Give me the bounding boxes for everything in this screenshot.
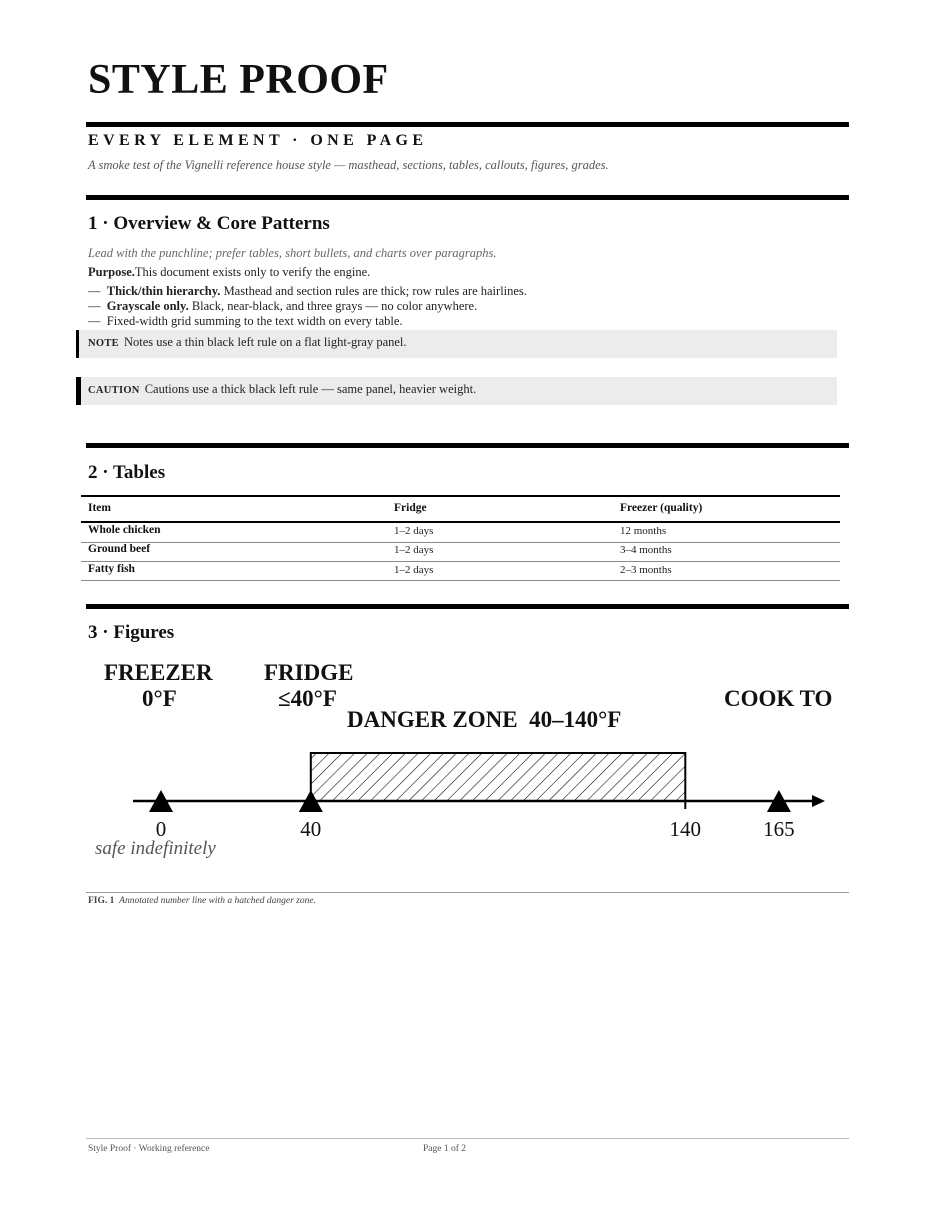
section-1-heading: 1 · Overview & Core Patterns — [88, 213, 330, 234]
page-number: Page 1 of 2 — [423, 1144, 467, 1154]
tick-label: 165 — [763, 817, 795, 841]
list-item: — Fixed-width grid summing to the text width on every table. — [88, 314, 403, 328]
list-item: — Grayscale only. Black, near-black, and three grays — no color anywhere. — [88, 299, 478, 313]
table-cell: Fatty fish — [88, 563, 135, 575]
danger-zone-band — [311, 753, 686, 801]
document-title: STYLE PROOF — [88, 57, 389, 103]
table-cell: 12 months — [620, 525, 667, 537]
axis-arrowhead — [812, 795, 825, 807]
fridge-temp-label: ≤40°F — [278, 686, 337, 711]
caution-label: CAUTION — [88, 385, 140, 396]
freezer-label: FREEZER — [104, 660, 213, 685]
table-cell: Whole chicken — [88, 524, 161, 536]
table-cell: 1–2 days — [394, 525, 434, 537]
section-3-heading: 3 · Figures — [88, 622, 175, 643]
purpose-label: Purpose. — [88, 265, 135, 279]
tick-label: 0 — [155, 817, 167, 841]
figure-caption — [88, 896, 316, 906]
column-header-fridge: Fridge — [394, 502, 427, 514]
section-1-lead: Lead with the punchline; prefer tables, short bullets, and charts over paragraphs. — [88, 246, 497, 260]
masthead-subtitle: A smoke test of the Vignelli reference house style — masthead, sections, tables, callouts, figures, grades. — [88, 158, 609, 172]
safe-indefinitely-note: safe indefinitely — [95, 838, 216, 859]
table-cell: 1–2 days — [394, 564, 434, 576]
section-2-heading: 2 · Tables — [88, 462, 166, 483]
column-header-item: Item — [88, 502, 111, 514]
freezer-temp-label: 0°F — [142, 686, 177, 711]
table-cell: 1–2 days — [394, 544, 434, 556]
table-cell: 2–3 months — [620, 564, 672, 576]
cook-to-label: COOK TO — [724, 686, 833, 711]
note-text: Notes use a thin black left rule on a flat light-gray panel. — [123, 335, 407, 349]
tick-label: 40 — [300, 817, 322, 841]
footer-rule — [86, 1138, 849, 1139]
table-cell: 3–4 months — [620, 544, 672, 556]
figure-caption-rule — [86, 892, 849, 893]
table-cell: Ground beef — [88, 543, 151, 555]
masthead-kicker: EVERY ELEMENT · ONE PAGE — [88, 132, 428, 149]
figure-caption-text: Annotated number line with a hatched danger zone. — [119, 896, 316, 906]
list-item: — Thick/thin hierarchy. Masthead and section rules are thick; row rules are hairlines. — [88, 284, 527, 298]
figure-caption-label: FIG. 1 — [88, 896, 115, 906]
fridge-label: FRIDGE — [264, 660, 354, 685]
note-label: NOTE — [88, 338, 119, 349]
tick-label: 140 — [669, 817, 702, 841]
caution-text: Cautions use a thick black left rule — same panel, heavier weight. — [144, 382, 477, 396]
column-header-freezer: Freezer (quality) — [620, 502, 703, 514]
footer-left: Style Proof · Working reference — [88, 1144, 210, 1154]
danger-zone-label: DANGER ZONE 40–140°F — [347, 707, 622, 732]
purpose-text: This document exists only to verify the engine. — [134, 265, 371, 279]
